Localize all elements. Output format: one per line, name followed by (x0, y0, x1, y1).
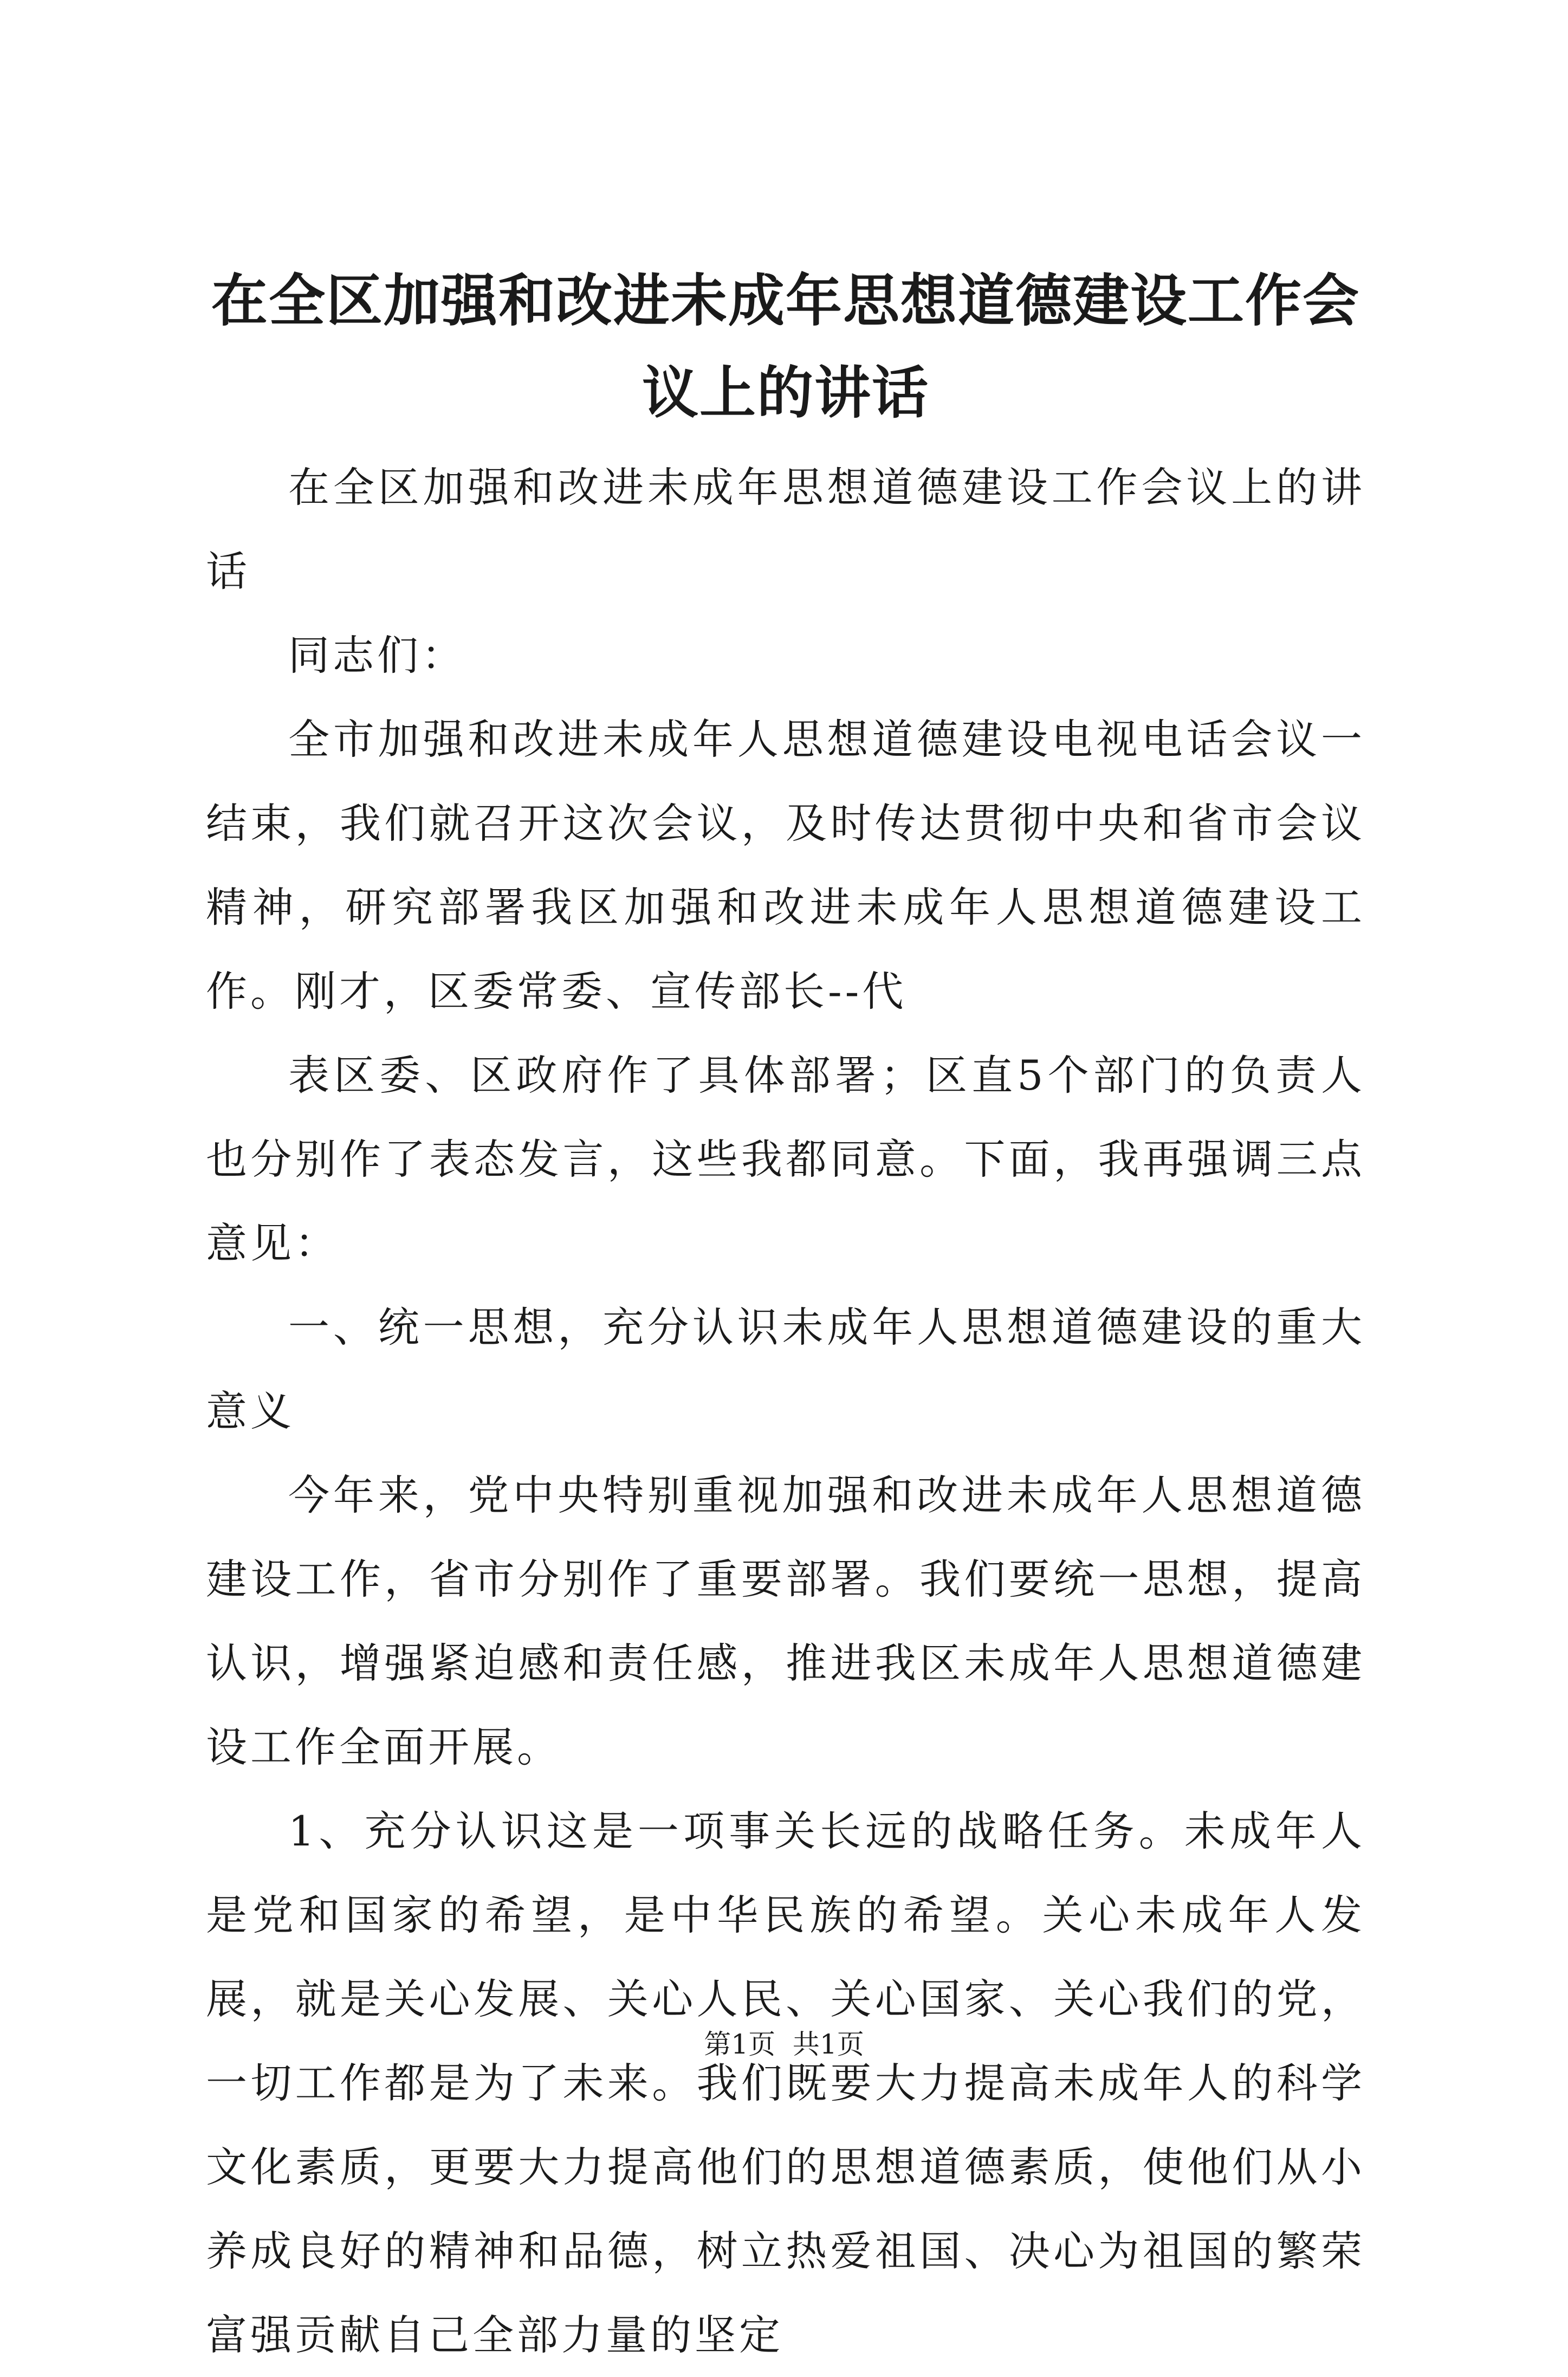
subtitle-paragraph: 在全区加强和改进未成年思想道德建设工作会议上的讲话 (206, 463, 1365, 595)
page-number: 第1页 共1页 (704, 2029, 864, 2060)
body-paragraph: 表区委、区政府作了具体部署；区直5个部门的负责人也分别作了表态发言，这些我都同意。下面，我再强调三点意见： (206, 1051, 1365, 1267)
section-heading: 一、统一思想，充分认识未成年人思想道德建设的重大意义 (206, 1303, 1365, 1435)
page-footer (0, 2025, 1568, 2063)
document-body (206, 445, 1365, 2377)
document-title: 在全区加强和改进未成年思想道德建设工作会议上的讲话 (211, 267, 1360, 426)
body-paragraph: 1、充分认识这是一项事关长远的战略任务。未成年人是党和国家的希望，是中华民族的希望。关心未成年人发展，就是关心发展、关心人民、关心国家、关心我们的党，一切工作都是为了未来。我们既要大力提高未成年人的科学文化素质，更要大力提高他们的思想道德素质，使他们从小养成良好的精神和品德，树立热爱祖国、决心为祖国的繁荣富强贡献自己全部力量的坚定 (206, 1807, 1365, 2359)
body-paragraph: 全市加强和改进未成年人思想道德建设电视电话会议一结束，我们就召开这次会议，及时传达贯彻中央和省市会议精神，研究部署我区加强和改进未成年人思想道德建设工作。刚才，区委常委、宣传部长--代 (206, 715, 1365, 1015)
salutation-paragraph: 同志们： (288, 631, 466, 679)
body-paragraph: 今年来，党中央特别重视加强和改进未成年人思想道德建设工作，省市分别作了重要部署。我们要统一思想，提高认识，增强紧迫感和责任感，推进我区未成年人思想道德建设工作全面开展。 (206, 1471, 1365, 1771)
